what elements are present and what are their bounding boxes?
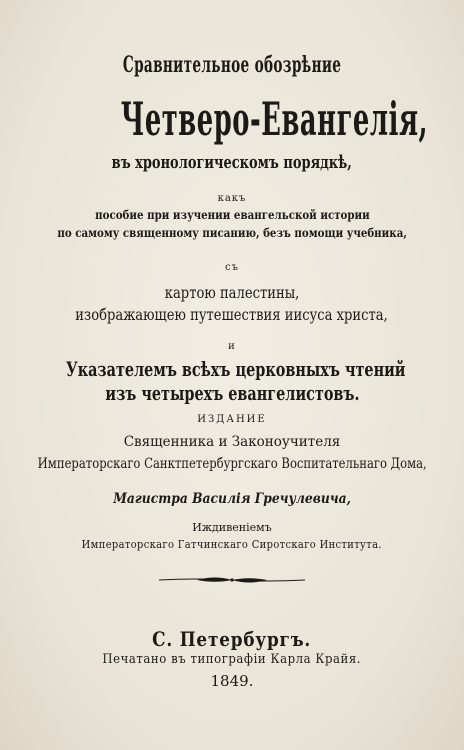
main-title: Четверо-Евангелія, [120, 92, 429, 146]
map-line-1: картою палестины, [164, 283, 300, 302]
chronological-order-line: въ хронологическомъ порядкѣ, [111, 152, 353, 173]
house-line: Императорскаго Санктпетербургскаго Воспитательнаго Дома, [37, 456, 427, 472]
i-line: и [228, 341, 236, 352]
printer-line: Печатано въ типографіи Карла Крайя. [102, 652, 362, 667]
priest-line: Священника и Законоучителя [123, 434, 341, 450]
author-line: Магистра Василія Гречулевича, [113, 491, 351, 507]
institute-line: Императорскаго Гатчинскаго Сиротскаго Института. [81, 538, 383, 551]
aid-line-2: по самому священному писанию, безъ помощи учебника, [57, 225, 407, 240]
subtitle-top: Сравнительное обозрѣние [122, 52, 342, 78]
kak-line: какъ [217, 193, 247, 204]
ornamental-rule-icon [157, 572, 307, 588]
map-line-2: изображающею путешествия иисуса христа, [75, 305, 389, 324]
index-line-1: Указателемъ всѣхъ церковныхъ чтений [66, 357, 406, 381]
city-line: С. Петербургъ. [152, 627, 312, 651]
index-line-2: изъ четырехъ евангелистовъ. [104, 381, 360, 405]
funding-line: Иждивеніемъ [192, 521, 272, 534]
aid-line-1: пособие при изучении евангельской истории [94, 207, 370, 222]
s-line: съ [225, 262, 239, 273]
edition-label: ИЗДАНИЕ [197, 414, 267, 425]
year-line: 1849. [210, 672, 254, 690]
